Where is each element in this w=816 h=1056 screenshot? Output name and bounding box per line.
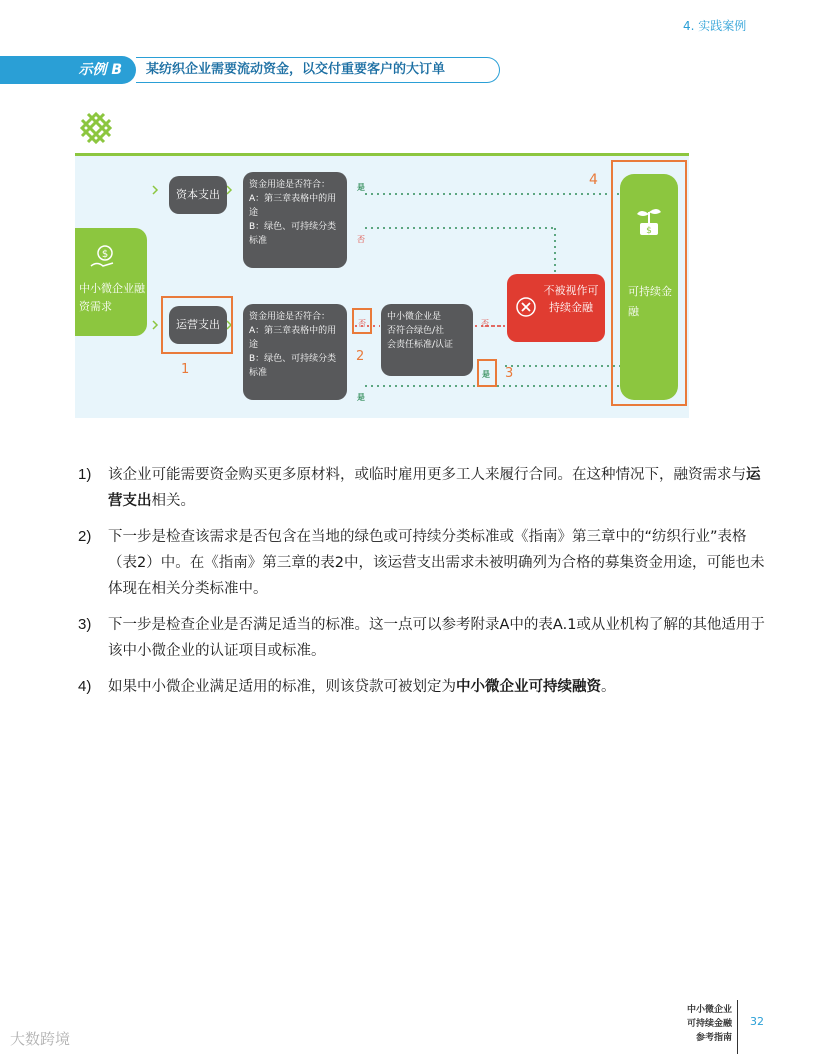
svg-text:$: $ bbox=[646, 226, 652, 236]
opex-node: 运营支出 bbox=[169, 306, 227, 344]
criteria-line: 资金用途是否符合： bbox=[249, 312, 331, 322]
list-item bbox=[78, 524, 768, 602]
section-label: 4. 实践案例 bbox=[683, 19, 747, 33]
sme-check-line: 会责任标准/认证 bbox=[387, 340, 454, 350]
sme-standard-check bbox=[381, 304, 473, 376]
no-label-bottom: 否 bbox=[358, 319, 366, 328]
money-hand-icon bbox=[89, 244, 117, 272]
example-tag: 示例 B bbox=[0, 56, 136, 84]
capex-node: 资本支出 bbox=[169, 176, 227, 214]
money-plant-icon bbox=[633, 204, 665, 236]
not-sustainable-node bbox=[507, 274, 605, 342]
sme-demand-node bbox=[75, 228, 147, 336]
sme-check-line: 中小微企业是 bbox=[387, 312, 442, 322]
item-text-end: 。 bbox=[601, 679, 616, 695]
criteria-line: A：第三章表格中的用途 bbox=[249, 194, 337, 218]
item-bold: 中小微企业可持续融资 bbox=[456, 679, 601, 695]
list-item bbox=[78, 674, 768, 700]
criteria-line: B：绿色、可持续分类标准 bbox=[249, 222, 337, 246]
item-text: 如果中小微企业满足适用的标准，则该贷款可被划定为 bbox=[108, 679, 456, 695]
steps-list bbox=[78, 462, 768, 710]
not-sustainable-label: 不被视作可持续金融 bbox=[543, 284, 599, 314]
item-text-end: 相关。 bbox=[151, 493, 195, 509]
yes-label-sme: 是 bbox=[482, 370, 490, 379]
sustainable-node bbox=[620, 174, 678, 400]
decision-diagram bbox=[75, 153, 689, 418]
footer-doc-title bbox=[672, 1003, 732, 1045]
item-number: 3) bbox=[78, 616, 92, 633]
criteria-check-bottom bbox=[243, 304, 347, 400]
example-banner bbox=[0, 56, 500, 84]
marker-2: 2 bbox=[356, 349, 365, 364]
item-text: 该企业可能需要资金购买更多原材料，或临时雇用更多工人来履行合同。在这种情况下，融资需求与 bbox=[108, 467, 746, 483]
item-text: 下一步是检查该需求是否包含在当地的绿色或可持续分类标准或《指南》第三章中的“纺织行业”表格（表2）中。在《指南》第三章的表2中，该运营支出需求未被明确列为合格的募集资金用途，可能也未体现在相关分类标准中。 bbox=[108, 529, 765, 597]
yes-label-bottom: 是 bbox=[357, 393, 365, 402]
sme-demand-label: 中小微企业融资需求 bbox=[79, 282, 145, 313]
criteria-line: A：第三章表格中的用途 bbox=[249, 326, 337, 350]
marker-1: 1 bbox=[181, 362, 190, 377]
no-label-top: 否 bbox=[357, 235, 365, 244]
criteria-line: B：绿色、可持续分类标准 bbox=[249, 354, 337, 378]
footer-divider bbox=[737, 1000, 738, 1054]
list-item bbox=[78, 612, 768, 664]
item-text: 下一步是检查企业是否满足适当的标准。这一点可以参考附录A中的表A.1或从业机构了解的其他适用于该中小微企业的认证项目或标准。 bbox=[108, 617, 765, 659]
sustainable-label: 可持续金融 bbox=[628, 285, 672, 318]
footer-line: 可持续金融 bbox=[686, 1019, 732, 1029]
item-number: 4) bbox=[78, 678, 92, 695]
marker-3: 3 bbox=[505, 366, 514, 381]
page-number: 32 bbox=[750, 1015, 764, 1028]
sme-check-line: 否符合绿色/社 bbox=[387, 326, 445, 336]
svg-text:$: $ bbox=[101, 249, 109, 260]
footer-line: 中小微企业 bbox=[686, 1005, 732, 1015]
list-item bbox=[78, 462, 768, 514]
watermark: 大数跨境 bbox=[10, 1030, 71, 1048]
criteria-check-top bbox=[243, 172, 347, 268]
item-bold: 运营支出 bbox=[108, 467, 761, 509]
example-title: 某纺织企业需要流动资金，以交付重要客户的大订单 bbox=[136, 57, 500, 83]
close-circle-icon bbox=[515, 296, 537, 318]
no-label-sme: 否 bbox=[481, 319, 489, 328]
footer-line: 参考指南 bbox=[695, 1033, 732, 1043]
criteria-line: 资金用途是否符合： bbox=[249, 180, 331, 190]
yes-label-top: 是 bbox=[357, 183, 365, 192]
item-number: 1) bbox=[78, 466, 92, 483]
knot-logo-icon bbox=[78, 110, 114, 146]
item-number: 2) bbox=[78, 528, 92, 545]
marker-4: 4 bbox=[589, 172, 598, 188]
